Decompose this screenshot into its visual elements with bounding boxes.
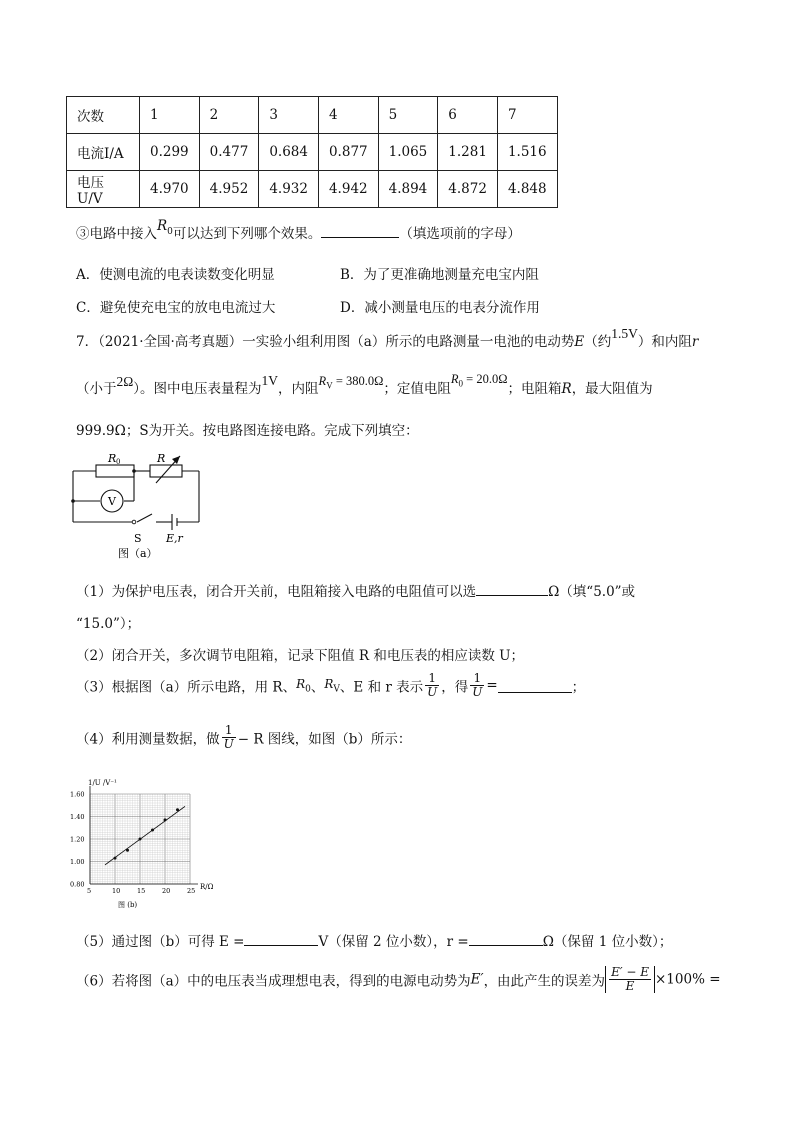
label-s: S [134,532,142,545]
error-numerator: E′ − E [611,965,649,979]
text-span: 一实验小组利用图（a）所示的电路测量一电池的电动势 [242,334,575,350]
r0-subscript: 0 [167,226,173,237]
answer-blank[interactable] [476,582,548,596]
x-tick-label: 15 [137,887,146,895]
junction-dot [132,469,136,473]
data-point [164,818,167,821]
q3-hint: （填选项前的字母） [399,226,521,242]
text-span: （6）若将图（a）中的电压表当成理想电表，得到的电源电动势为 [76,973,471,990]
label-r: R [157,452,166,465]
table-cell: 4.848 [497,171,557,208]
fraction-1-over-u [425,672,439,699]
table-cell: 4.872 [438,171,498,208]
switch-contact [132,520,136,524]
r-box-symbol: R [561,381,572,397]
table-cell: 3 [259,97,319,134]
subq-1-line-1 [76,580,635,600]
table-row [67,171,558,208]
r0-value: = 20.0Ω [466,372,508,386]
variable-arrow-icon [172,456,180,464]
answer-blank[interactable] [469,932,543,946]
text-span: = [486,677,498,694]
rv-expression: $R_V = 380.0\Omega$ [318,374,384,391]
text-span: （约 [584,334,612,350]
y-tick-label: 1.20 [70,835,85,844]
table-cell: 1.065 [378,134,438,171]
answer-blank[interactable] [244,932,318,946]
chart-ylabel: 1/U /V⁻¹ [88,779,117,787]
fraction-denominator: U [427,685,438,699]
table-cell: 7 [497,97,557,134]
table-row [67,134,558,171]
chart-title: 图 (b) [118,901,138,909]
fraction-denominator: U [472,685,483,699]
option-a: A．使测电流的电表读数变化明显 [76,267,275,283]
text-span: 、 [310,679,325,696]
text-span: V（保留 2 位小数），r = [318,934,469,950]
text-span: （1）为保护电压表，闭合开关前，电阻箱接入电路的电阻值可以选 [76,584,477,600]
measurement-table [66,96,558,208]
text-span: ；定值电阻 [383,381,451,397]
y-tick-label: 1.40 [70,813,85,821]
text-span: ，得 [441,679,469,696]
answer-blank[interactable] [321,224,399,238]
text-span: − R 图线，如图（b）所示： [237,731,412,748]
data-point [176,808,179,811]
data-point [151,829,154,832]
text-span: （小于 [76,381,117,397]
y-tick-label: 0.80 [70,880,85,889]
error-tail: ×100% = [655,971,721,988]
chart-xlabel: R/Ω [200,883,214,891]
r0-symbol: R [157,218,168,234]
table-cell: 2 [199,97,259,134]
table-cell: 0.684 [259,134,319,171]
subq-1-line-2: “15.0”）； [76,616,141,632]
text-span: ）和内阻 [637,334,692,350]
graph-b [70,776,230,911]
table-cell: 0.877 [318,134,378,171]
table-cell: 1.281 [438,134,498,171]
table-header-cell: 电压U/V [67,171,140,208]
text-span: 、E 和 r 表示 [339,679,424,696]
data-point [126,849,129,852]
table-cell: 4.970 [140,171,200,208]
x-tick-label: 10 [112,887,121,895]
text-span: ）。图中电压表量程为 [133,381,262,397]
problem-7-line-1 [76,326,699,350]
table-cell: 1.516 [497,134,557,171]
table-cell: 5 [378,97,438,134]
table-cell: 4.952 [199,171,259,208]
table-cell: 0.477 [199,134,259,171]
problem-source: （2021·全国·高考真题） [98,334,243,350]
table-cell: 4.932 [259,171,319,208]
text-span: ； [571,679,586,696]
label-er: E,r [166,532,183,545]
data-point [139,838,142,841]
text-span: ，内阻 [278,381,319,397]
text-span: ，由此产生的误差为 [483,973,606,990]
table-row [67,97,558,134]
subq-6 [76,966,721,993]
table-cell: 4.894 [378,171,438,208]
e-prime-symbol: E′ [470,971,484,988]
subq-2: （2）闭合开关，多次调节电阻箱，记录下阻值 R 和电压表的相应读数 U； [76,648,525,664]
table-cell: 1 [140,97,200,134]
error-abs-fraction [605,966,655,993]
table-cell: 6 [438,97,498,134]
fraction-numerator: 1 [425,672,439,686]
junction-dot [71,499,75,503]
table-header-cell: 电流I/A [67,134,140,171]
text-span: Ω（填“5.0”或 [548,584,636,600]
x-tick-label: 20 [162,887,171,895]
option-d: D．减小测量电压的电表分流作用 [340,300,540,316]
answer-blank[interactable] [498,679,572,693]
figure-a-caption: 图（a） [118,547,158,560]
subq-3: （3）根据图（a）所示电路，用 R、$R_0$、$R_V$、E 和 r 表示 $\frac{1}{U}$ ，得 $\frac{1}{U}$ = ； [76,671,586,699]
voltmeter-range: 1V [261,373,279,388]
resistor-r0 [96,465,134,477]
text-span: （5）通过图（b）可得 E = [76,934,245,950]
text-span: Ω（保留 1 位小数）； [542,934,673,950]
text-span: ，最大阻值为 [571,381,653,397]
fraction-numerator: 1 [222,724,236,738]
text-span: ；电阻箱 [507,381,562,397]
fraction-1-over-u [470,672,484,699]
question-3-line [76,218,521,245]
error-denominator: E [625,979,635,993]
switch-s [137,514,152,522]
fraction-1-over-u [222,724,236,751]
emf-symbol: E [574,334,585,350]
y-tick-label: 1.00 [70,858,85,866]
r-symbol: r [691,334,699,350]
problem-7-line-2 [76,372,653,399]
data-point [114,857,117,860]
option-c: C．避免使充电宝的放电电流过大 [76,300,276,316]
table-cell: 4.942 [318,171,378,208]
problem-number: 7． [76,334,99,350]
emf-value: 1.5V [611,326,638,341]
fraction-denominator: U [223,737,234,751]
rv-value: = 380.0Ω [335,374,384,388]
subq-5 [76,930,672,950]
table-cell: 4 [318,97,378,134]
subq-4 [76,724,411,751]
label-r0-sub: 0 [116,458,121,466]
fraction-numerator: 1 [470,672,484,686]
table-cell: 0.299 [140,134,200,171]
label-r0: R [108,452,117,465]
option-b: B．为了更准确地测量充电宝内阻 [340,267,539,283]
y-tick-label: 1.60 [70,790,85,799]
label-v: V [108,495,116,508]
text-span: （4）利用测量数据，做 [76,731,220,748]
r0-expression: $R_0 = 20.0\Omega$ [450,372,508,389]
text-span: （3）根据图（a）所示电路，用 R、 [76,679,297,696]
q3-suffix: 可以达到下列哪个效果。 [172,226,322,242]
x-tick-label: 25 [187,887,196,895]
r-limit: 2Ω [116,374,134,389]
circuit-diagram [68,450,213,562]
x-tick-label: 5 [87,887,92,895]
q3-prefix: ③电路中接入 [76,226,157,242]
table-header-cell: 次数 [67,97,140,134]
problem-7-line-3: 999.9Ω；S为开关。按电路图连接电路。完成下列填空： [76,423,419,439]
